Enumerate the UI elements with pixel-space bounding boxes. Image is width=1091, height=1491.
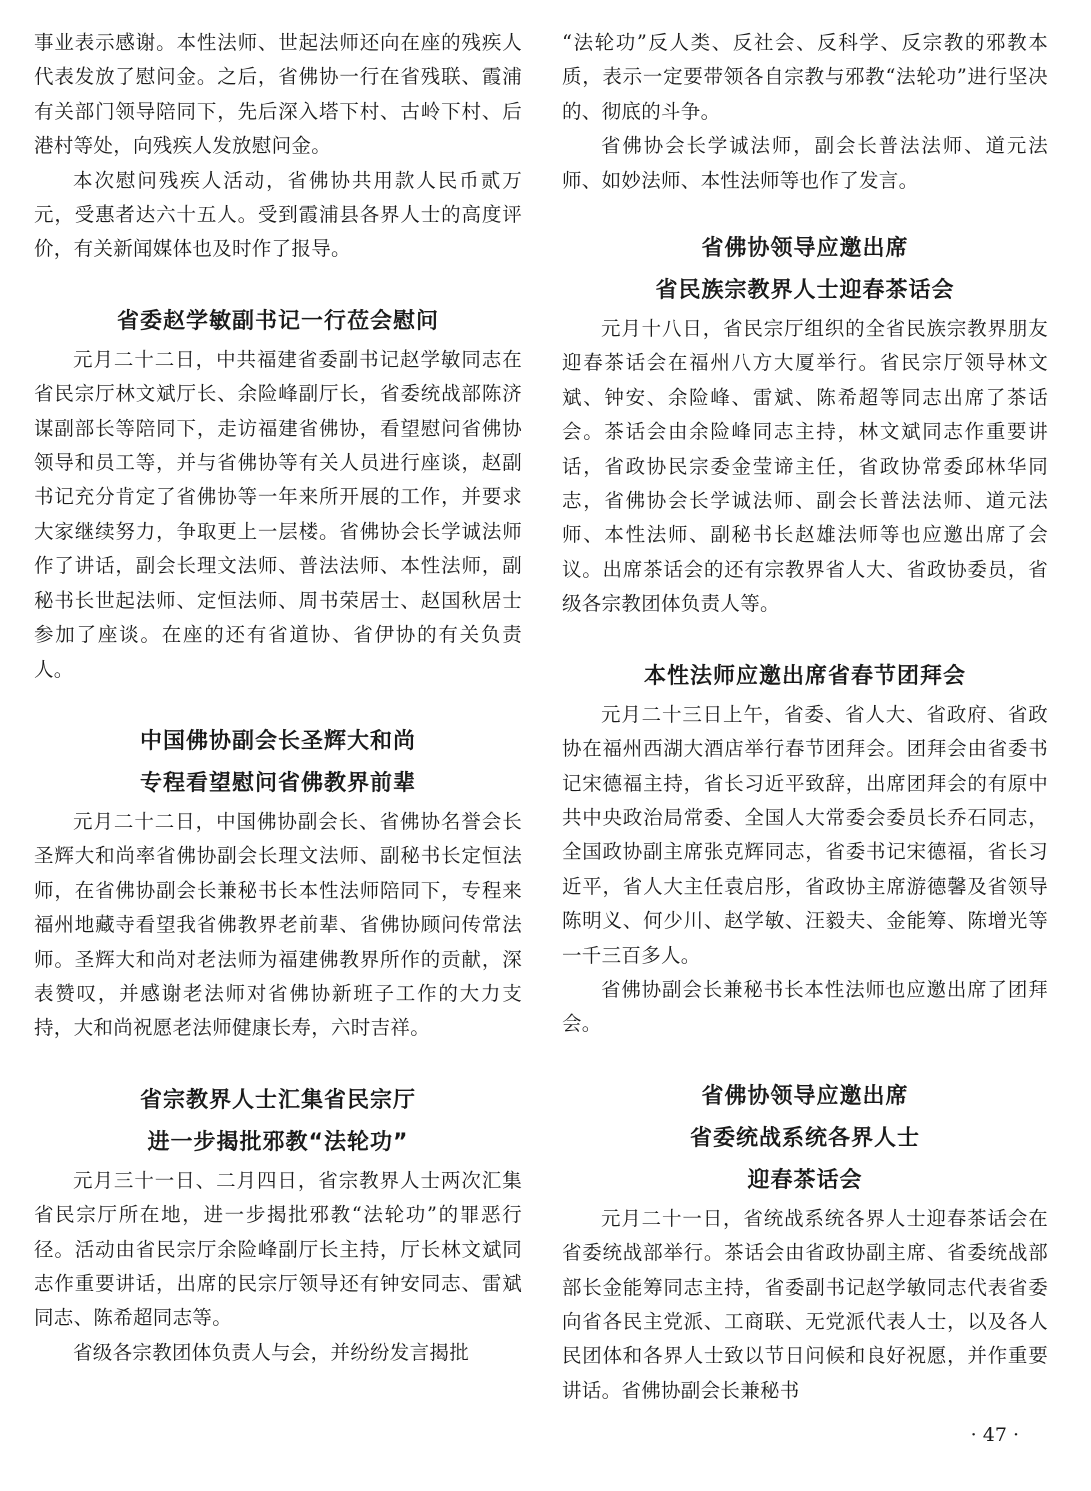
paragraph: 元月二十一日，省统战系统各界人士迎春茶话会在省委统战部举行。茶话会由省政协副主席、省委统战部部长金能筹同志主持，省委副书记赵学敏同志代表省委向省各民主党派、工商联、无党派代表人士，以及各人民团体和各界人士致以节日问候和良好祝愿，并作重要讲话。省佛协副会长兼秘书 <box>562 1206 1048 1402</box>
title-line: 省宗教界人士汇集省民宗厅 <box>139 1087 416 1113</box>
title-line: 进一步揭批邪教“法轮功” <box>147 1129 409 1155</box>
paragraph: 元月二十二日，中国佛协副会长、省佛协名誉会长圣辉大和尚率省佛协副会长理文法师、副秘书长定恒法师，在省佛协副会长兼秘书长本性法师陪同下，专程来福州地藏寺看望我省佛教界老前辈、省佛协顾问传常法师。圣辉大和尚对老法师为福建佛教界所作的贡献，深表赞叹，并感谢老法师对省佛协新班子工作的大力支持，大和尚祝愿老法师健康长寿，六时吉祥。 <box>34 809 522 1040</box>
article-title <box>562 1076 1048 1202</box>
article-title <box>562 228 1048 312</box>
paragraph: 本次慰问残疾人活动，省佛协共用款人民币贰万元，受惠者达六十五人。受到霞浦县各界人士的高度评价，有关新闻媒体也及时作了报导。 <box>34 168 522 261</box>
paragraph: 元月二十二日，中共福建省委副书记赵学敏同志在省民宗厅林文斌厅长、余险峰副厅长，省委统战部陈济谋副部长等陪同下，走访福建省佛协，看望慰问省佛协领导和员工等，并与省佛协等有关人员进行座谈，赵副书记充分肯定了省佛协等一年来所开展的工作，并要求大家继续努力，争取更上一层楼。省佛协会长学诚法师作了讲话，副会长理文法师、普法法师、本性法师，副秘书长世起法师、定恒法师、周书荣居士、赵国秋居士参加了座谈。在座的还有省道协、省伊协的有关负责人。 <box>34 347 522 681</box>
paragraph: 省佛协会长学诚法师，副会长普法法师、道元法师、如妙法师、本性法师等也作了发言。 <box>562 134 1048 192</box>
continued-paragraph: 事业表示感谢。本性法师、世起法师还向在座的残疾人代表发放了慰问金。之后，省佛协一行在省残联、霞浦有关部门领导陪同下，先后深入塔下村、古岭下村、后港村等处，向残疾人发放慰问金。 <box>34 31 522 158</box>
title-line: 专程看望慰问省佛教界前辈 <box>139 770 416 796</box>
article-title <box>34 1080 522 1164</box>
paragraph: 元月十八日，省民宗厅组织的全省民族宗教界朋友迎春茶话会在福州八方大厦举行。省民宗厅领导林文斌、钟安、余险峰、雷斌、陈希超等同志出席了茶话会。茶话会由余险峰同志主持，林文斌同志作重要讲话，省政协民宗委金莹谛主任，省政协常委邱林华同志，省佛协会长学诚法师、副会长普法法师、道元法师、本性法师、副秘书长赵雄法师等也应邀出席了会议。出席茶话会的还有宗教界省人大、省政协委员，省级各宗教团体负责人等。 <box>562 317 1048 616</box>
title-line: 省佛协领导应邀出席 <box>701 1083 909 1109</box>
article-title <box>562 656 1048 698</box>
left-column <box>34 26 522 1370</box>
article-title <box>34 301 522 343</box>
continued-paragraph: “法轮功”反人类、反社会、反科学、反宗教的邪教本质，表示一定要带领各自宗教与邪教“法轮功”进行坚决的、彻底的斗争。 <box>562 31 1048 123</box>
title-line: 迎春茶话会 <box>747 1167 863 1193</box>
paragraph: 省级各宗教团体负责人与会，并纷纷发言揭批 <box>73 1340 470 1364</box>
title-line: 省佛协领导应邀出席 <box>701 236 909 262</box>
title-line: 省委赵学敏副书记一行莅会慰问 <box>116 308 439 334</box>
right-column <box>562 26 1048 1408</box>
paragraph: 元月二十三日上午，省委、省人大、省政府、省政协在福州西湖大酒店举行春节团拜会。团拜会由省委书记宋德福主持，省长习近平致辞，出席团拜会的有原中共中央政治局常委、全国人大常委会委员长乔石同志，全国政协副主席张克辉同志，省委书记宋德福，省长习近平，省人大主任袁启彤，省政协主席游德馨及省领导陈明义、何少川、赵学敏、汪毅夫、金能筹、陈增光等一千三百多人。 <box>562 702 1048 967</box>
title-line: 本性法师应邀出席省春节团拜会 <box>643 663 966 689</box>
title-line: 省民族宗教界人士迎春茶话会 <box>655 278 955 304</box>
paragraph: 省佛协副会长兼秘书长本性法师也应邀出席了团拜会。 <box>562 977 1048 1036</box>
title-line: 省委统战系统各界人士 <box>689 1125 920 1151</box>
page-number: · 47 · <box>970 1424 1019 1446</box>
article-title <box>34 721 522 805</box>
paragraph: 元月三十一日、二月四日，省宗教界人士两次汇集省民宗厅所在地，进一步揭批邪教“法轮功”的罪恶行径。活动由省民宗厅余险峰副厅长主持，厅长林文斌同志作重要讲话，出席的民宗厅领导还有钟安同志、雷斌同志、陈希超同志等。 <box>34 1168 522 1330</box>
title-line: 中国佛协副会长圣辉大和尚 <box>139 728 416 754</box>
